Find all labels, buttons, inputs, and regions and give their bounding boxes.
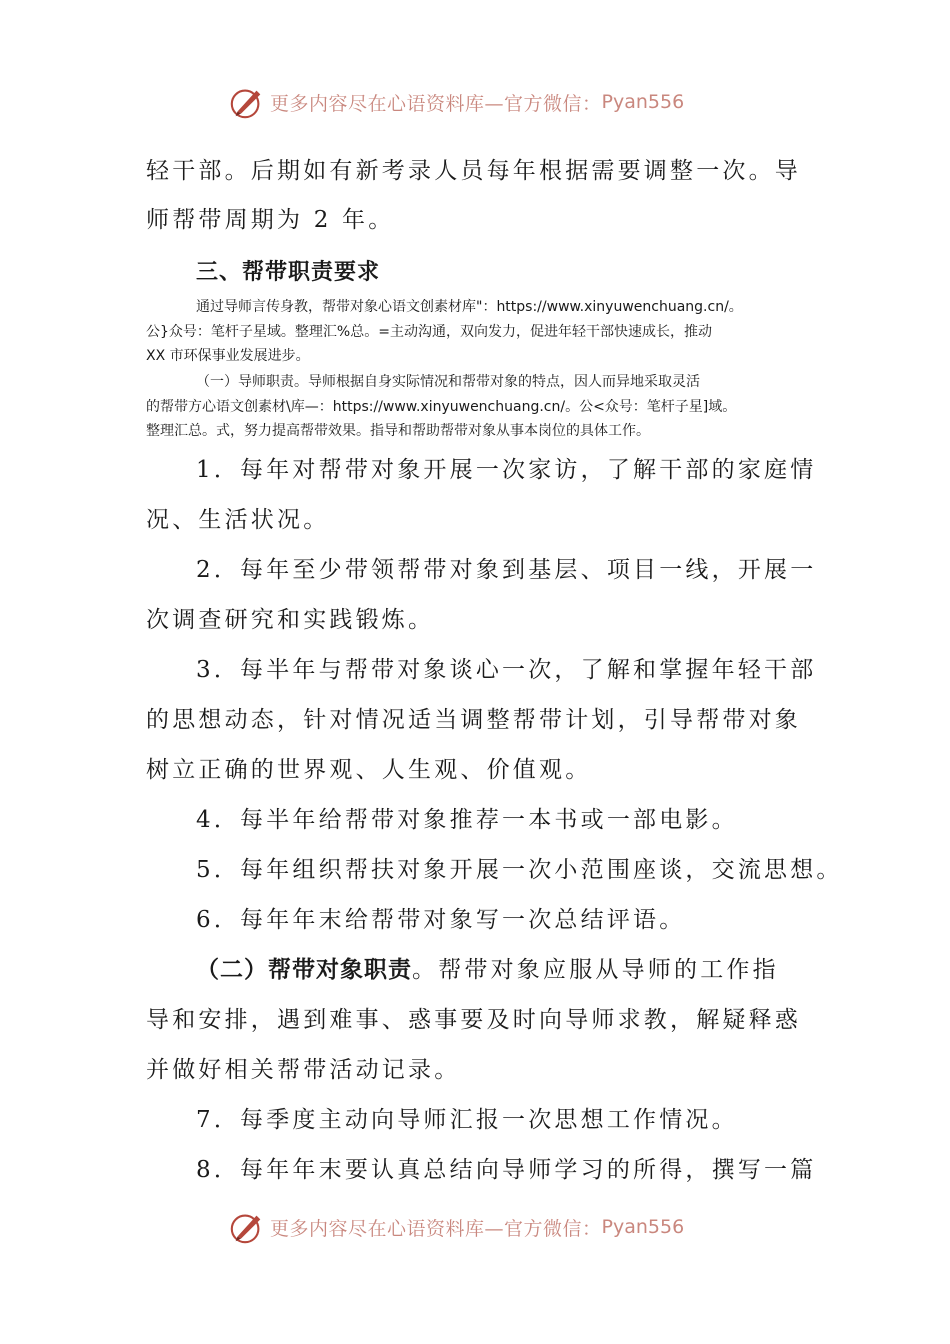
small-text-line: 公}众号：笔杆子星域。整理汇%总。=主动沟通，双向发力，促进年轻干部快速成长，推动 [146, 324, 712, 340]
list-item: 7．每季度主动向导师汇报一次思想工作情况。 [196, 1107, 738, 1133]
text-line: 况、生活状况。 [146, 507, 330, 533]
text-line: 次调查研究和实践锻炼。 [146, 607, 435, 633]
header-banner [228, 82, 684, 122]
subsection-text: 。帮带对象应服从导师的工作指 [412, 957, 779, 983]
list-item: 6．每年年末给帮带对象写一次总结评语。 [196, 907, 686, 933]
banner-text: 更多内容尽在心语资料库—官方微信： [270, 1217, 602, 1240]
banner-wechat-id: Pyan556 [601, 91, 685, 113]
footer-banner [228, 1207, 684, 1247]
pen-logo-icon [228, 1208, 266, 1246]
text-line: 并做好相关帮带活动记录。 [146, 1057, 461, 1083]
small-text-line: 通过导师言传身教，帮带对象心语文创素材库"：https://www.xinyuwenchuang.cn/。 [196, 299, 743, 315]
text-line: 树立正确的世界观、人生观、价值观。 [146, 757, 592, 783]
small-text-line: 整理汇总。式，努力提高帮带效果。指导和帮助帮带对象从事本岗位的具体工作。 [146, 423, 650, 439]
list-item: 8．每年年末要认真总结向导师学习的所得，撰写一篇 [196, 1157, 817, 1183]
section-heading: 三、帮带职责要求 [196, 260, 381, 285]
list-item: 3．每半年与帮带对象谈心一次，了解和掌握年轻干部 [196, 657, 817, 683]
text-line: 轻干部。后期如有新考录人员每年根据需要调整一次。导 [146, 158, 801, 184]
list-item: 4．每半年给帮带对象推荐一本书或一部电影。 [196, 807, 738, 833]
small-text-line: （一）导师职责。导师根据自身实际情况和帮带对象的特点，因人而异地采取灵活 [196, 374, 700, 390]
text-line: 的思想动态，针对情况适当调整帮带计划，引导帮带对象 [146, 707, 801, 733]
text-line: 师帮带周期为 2 年。 [146, 207, 395, 233]
pen-logo-icon [228, 83, 266, 121]
text-line: 导和安排，遇到难事、惑事要及时向导师求教，解疑释惑 [146, 1007, 801, 1033]
list-item: 2．每年至少带领帮带对象到基层、项目一线，开展一 [196, 557, 817, 583]
small-text-line: XX 市环保事业发展进步。 [146, 348, 310, 364]
banner-wechat-id: Pyan556 [601, 1216, 685, 1238]
banner-text: 更多内容尽在心语资料库—官方微信： [270, 92, 602, 115]
list-item: 1．每年对帮带对象开展一次家访，了解干部的家庭情 [196, 457, 817, 483]
subsection-title: （二）帮带对象职责 [196, 957, 412, 983]
small-text-line: 的帮带方心语文创素材\库—：https://www.xinyuwenchuang.cn/。公<众号：笔杆子星]域。 [146, 399, 737, 415]
subsection-paragraph [196, 955, 779, 985]
list-item: 5．每年组织帮扶对象开展一次小范围座谈，交流思想。 [196, 857, 843, 883]
